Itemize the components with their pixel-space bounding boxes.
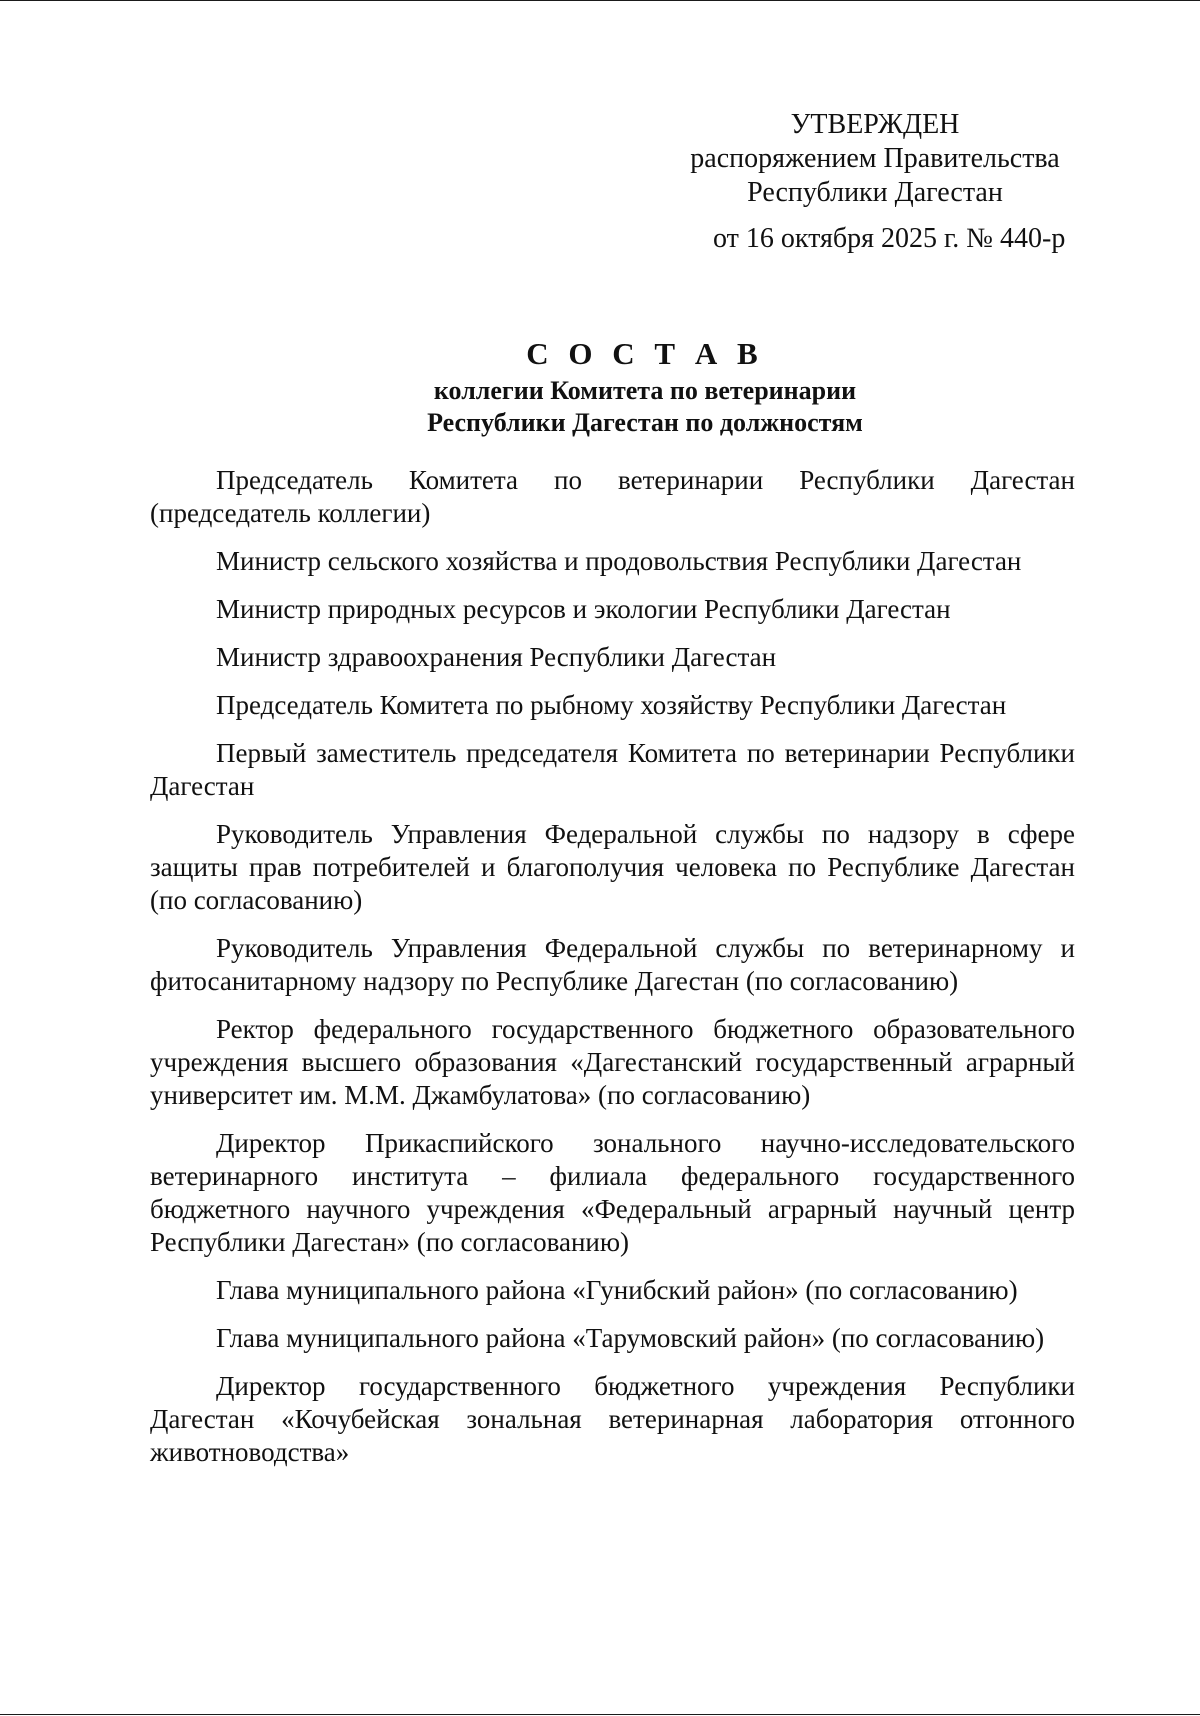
member-item: Руководитель Управления Федеральной службы по надзору в сфере защиты прав потребителей и благополучия человека по Республике Дагестан (по согласованию)	[150, 819, 1075, 915]
approval-by-line-1: распоряжением Правительства	[690, 143, 1060, 174]
title-subtitle-line-1: коллегии Комитета по ветеринарии	[433, 376, 857, 405]
approval-status: УТВЕРЖДЕН	[790, 109, 960, 140]
members-list	[150, 464, 1075, 1484]
member-item: Министр сельского хозяйства и продовольствия Республики Дагестан	[216, 546, 1022, 576]
title-subtitle-line-2: Республики Дагестан по должностям	[427, 408, 863, 437]
document-title	[185, 333, 1105, 439]
title-heading: С О С Т А В	[526, 336, 764, 371]
scan-bottom-edge	[0, 1714, 1200, 1715]
member-item: Директор Прикаспийского зонального научно-исследовательского ветеринарного института – филиала федерального государственного бюджетного научного учреждения «Федеральный аграрный научный центр Республики Дагестан» (по согласованию)	[150, 1128, 1075, 1257]
member-item: Первый заместитель председателя Комитета по ветеринарии Республики Дагестан	[150, 738, 1075, 801]
member-item: Министр природных ресурсов и экологии Республики Дагестан	[216, 594, 951, 624]
member-item: Глава муниципального района «Гунибский район» (по согласованию)	[216, 1275, 1018, 1305]
member-item: Председатель Комитета по рыбному хозяйству Республики Дагестан	[216, 690, 1007, 720]
approval-stamp	[640, 108, 1110, 254]
approval-date-number: от 16 октября 2025 г. № 440-р	[713, 223, 1066, 254]
member-item: Председатель Комитета по ветеринарии Республики Дагестан (председатель коллегии)	[150, 465, 1075, 528]
scan-top-edge	[0, 0, 1200, 1]
member-item: Руководитель Управления Федеральной службы по ветеринарному и фитосанитарному надзору по Республике Дагестан (по согласованию)	[150, 933, 1075, 996]
approval-by-line-2: Республики Дагестан	[747, 177, 1003, 208]
member-item: Министр здравоохранения Республики Дагестан	[216, 642, 777, 672]
member-item: Ректор федерального государственного бюджетного образовательного учреждения высшего образования «Дагестанский государственный аграрный университет им. М.М. Джамбулатова» (по согласованию)	[150, 1014, 1075, 1110]
member-item: Глава муниципального района «Тарумовский район» (по согласованию)	[216, 1323, 1045, 1353]
member-item: Директор государственного бюджетного учреждения Республики Дагестан «Кочубейская зональная ветеринарная лаборатория отгонного животноводства»	[150, 1371, 1075, 1467]
